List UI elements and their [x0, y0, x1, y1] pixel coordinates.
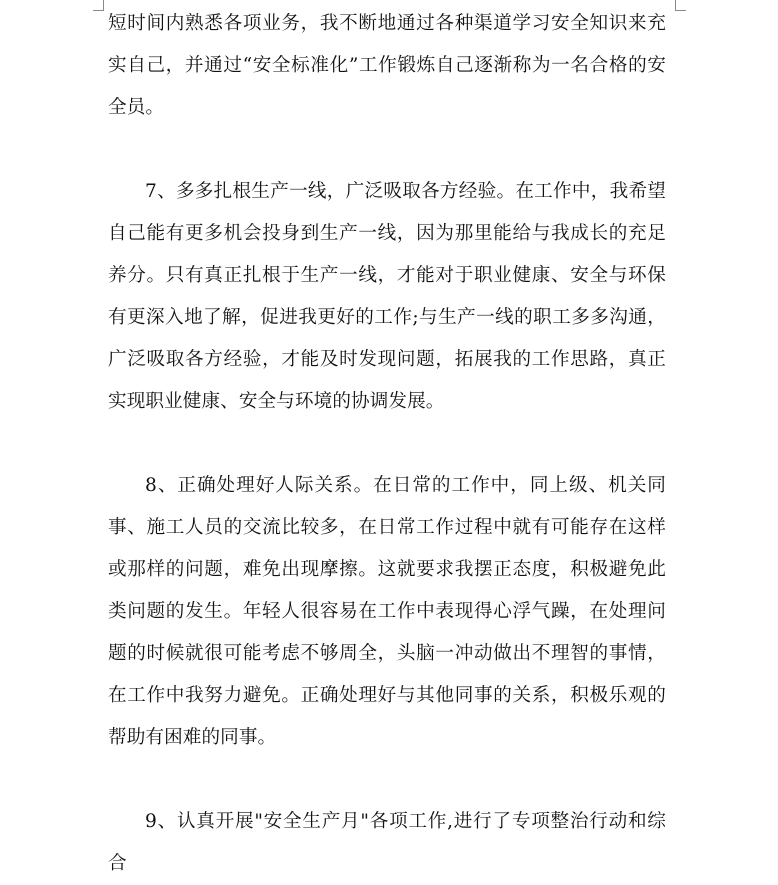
document-body	[108, 3, 666, 885]
paragraph-spacer	[108, 759, 666, 801]
paragraph-item-7: 7、多多扎根生产一线，广泛吸取各方经验。在工作中，我希望自己能有更多机会投身到生产一线，因为那里能给与我成长的充足养分。只有真正扎根于生产一线，才能对于职业健康、安全与环保有更深入地了解，促进我更好的工作;与生产一线的职工多多沟通，广泛吸取各方经验，才能及时发现问题，拓展我的工作思路，真正实现职业健康、安全与环境的协调发展。	[108, 181, 666, 412]
margin-corner-mark-left	[93, 0, 104, 11]
paragraph-spacer	[108, 423, 666, 465]
paragraph-continuation: 短时间内熟悉各项业务，我不断地通过各种渠道学习安全知识来充实自己，并通过“安全标准化”工作锻炼自己逐渐称为一名合格的安全员。	[108, 13, 666, 118]
margin-corner-mark-right	[675, 0, 686, 11]
paragraph-item-9: 9、认真开展"安全生产月"各项工作,进行了专项整治行动和综合	[108, 811, 666, 874]
paragraph-spacer	[108, 129, 666, 171]
paragraph-item-8: 8、正确处理好人际关系。在日常的工作中，同上级、机关同事、施工人员的交流比较多，在日常工作过程中就有可能存在这样或那样的问题，难免出现摩擦。这就要求我摆正态度，积极避免此类问题的发生。年轻人很容易在工作中表现得心浮气躁，在处理问题的时候就很可能考虑不够周全，头脑一冲动做出不理智的事情，在工作中我努力避免。正确处理好与其他同事的关系，积极乐观的帮助有困难的同事。	[108, 475, 666, 748]
